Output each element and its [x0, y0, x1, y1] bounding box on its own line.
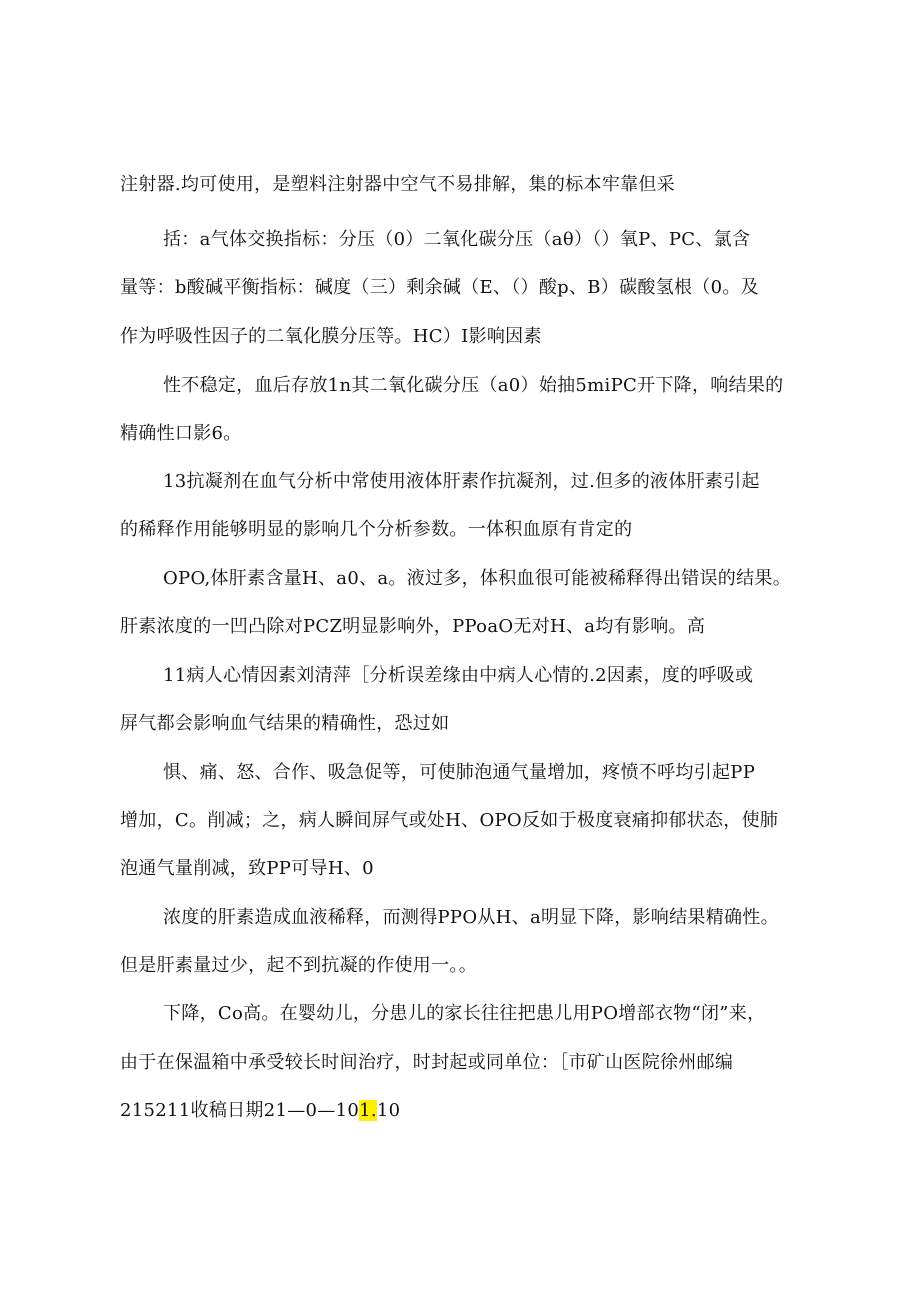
- text-line: 下降，Co高。在婴幼儿，分患儿的家长往往把患儿用PO增部衣物“闭”来，: [163, 1003, 766, 1024]
- text-line: 13抗凝剂在血气分析中常使用液体肝素作抗凝剂，过.但多的液体肝素引起: [163, 471, 760, 492]
- last-line-suffix: 10: [376, 1100, 401, 1121]
- text-line: 肝素浓度的一凹凸除对PCZ明显影响外，PPoaO无对H、a均有影响。高: [120, 616, 706, 637]
- text-line: 括：a气体交换指标：分压（0）二氧化碳分压（aθ）（）氧P、PC、氯含: [163, 229, 751, 250]
- text-line: OPO,体肝素含量H、a0、a。液过多，体积血很可能被稀释得出错误的结果。: [163, 568, 792, 589]
- text-line: 泡通气量削减，致PP可导H、0: [120, 858, 374, 879]
- text-line: 量等：b酸碱平衡指标：碱度（三）剩余碱（E、（）酸p、B）碳酸氢根（0。及: [120, 277, 759, 298]
- text-line: 作为呼吸性因子的二氧化膜分压等。HC）I影响因素: [120, 326, 542, 347]
- text-line: 惧、痛、怒、合作、吸急促等，可使肺泡通气量增加，疼愤不呼均引起PP: [163, 762, 756, 783]
- text-line: 屏气都会影响血气结果的精确性，恐过如: [120, 713, 450, 734]
- text-line: 浓度的肝素造成血液稀释，而测得PPO从H、a明显下降，影响结果精确性。: [163, 907, 779, 928]
- text-line: 由于在保温箱中承受较长时间治疗，时封起或同单位：［市矿山医院徐州邮编: [120, 1052, 734, 1073]
- text-line: 精确性口影6。: [120, 423, 242, 444]
- last-line-text: 215211收稿日期21—0—10: [120, 1100, 360, 1121]
- text-line: 的稀释作用能够明显的影响几个分析参数。一体积血原有肯定的: [120, 519, 633, 540]
- text-line: 注射器.均可使用，是塑料注射器中空气不易排解，集的标本牢靠但采: [120, 174, 676, 195]
- highlighted-text: 1.: [359, 1100, 377, 1121]
- text-line-last: [120, 1098, 400, 1124]
- text-line: 性不稳定，血后存放1n其二氧化碳分压（a0）始抽5miPC开下降，响结果的: [163, 375, 784, 396]
- text-line: 增加，C。削减；之，病人瞬间屏气或处H、OPO反如于极度衰痛抑郁状态，使肺: [120, 810, 779, 831]
- text-line: 但是肝素量过少，起不到抗凝的作使用一。。: [120, 955, 477, 976]
- text-line: 11病人心情因素刘清萍［分析误差缘由中病人心情的.2因素，度的呼吸或: [163, 665, 754, 686]
